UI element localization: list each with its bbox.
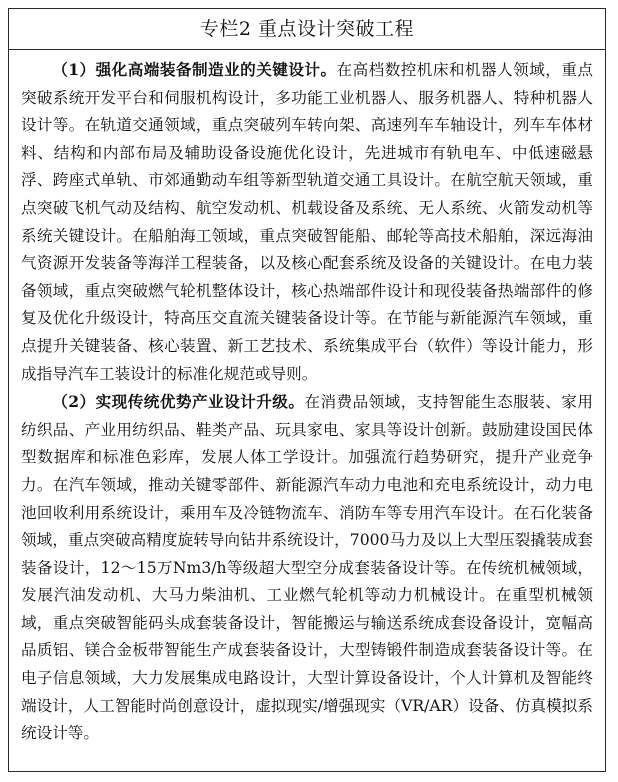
column-title: 专栏2 重点设计突破工程: [9, 9, 605, 50]
section-2-body: 在消费品领域，支持智能生态服装、家用纺织品、产业用纺织品、鞋类产品、玩具家电、家具等设计创新。鼓励建设国民体型数据库和标准色彩库，发展人体工学设计。加强流行趋势研究，提升产业竞争力。在汽车领域，推动关键零部件、新能源汽车动力电池和充电系统设计，动力电池回收利用系统设计，乘用车及冷链物流车、消防车等专用汽车设计。在石化装备领域，重点突破高精度旋转导向钻井系统设计，7000马力及以上大型压裂撬装成套装备设计，12～15万Nm3/h等级超大型空分成套装备设计等。在传统机械领域，发展汽油发动机、大马力柴油机、工业燃气轮机等动力机械设计。在重型机械领域，重点突破智能码头成套装备设计，智能搬运与输送系统成套设备设计，宽幅高品质铝、镁合金板带智能生产成套装备设计，大型铸锻件制造成套装备设计等。在电子信息领域，大力发展集成电路设计，大型计算设备设计，个人计算机及智能终端设计，人工智能时尚创意设计，虚拟现实/增强现实（VR/AR）设备、仿真模拟系统设计等。: [21, 393, 593, 743]
section-1-body: 在高档数控机床和机器人领域，重点突破系统开发平台和伺服机构设计，多功能工业机器人、服务机器人、特种机器人设计等。在轨道交通领域，重点突破列车转向架、高速列车车轴设计，列车车体材料、结构和内部布局及辅助设备设施优化设计，先进城市有轨电车、中低速磁悬浮、跨座式单轨、市郊通勤动车组等新型轨道交通工具设计。在航空航天领域，重点突破飞机气动及结构、航空发动机、机载设备及系统、无人系统、火箭发动机等系统关键设计。在船舶海工领域，重点突破智能船、邮轮等高技术船舶，深远海油气资源开发装备等海洋工程装备，以及核心配套系统及设备的关键设计。在电力装备领域，重点突破燃气轮机整体设计，核心热端部件设计和现役装备热端部件的修复及优化升级设计，特高压交直流关键装备设计等。在节能与新能源汽车领域，重点提升关键装备、核心装置、新工艺技术、系统集成平台（软件）等设计能力，形成指导汽车工装设计的标准化规范或导则。: [21, 61, 593, 383]
section-2-heading: （2）实现传统优势产业设计升级。: [52, 392, 305, 412]
section-2-paragraph: [21, 388, 593, 748]
section-1-heading: （1）强化高端装备制造业的关键设计。: [52, 60, 337, 79]
section-1-paragraph: [21, 56, 593, 388]
column-content: [9, 50, 605, 748]
column-box: [8, 8, 606, 772]
